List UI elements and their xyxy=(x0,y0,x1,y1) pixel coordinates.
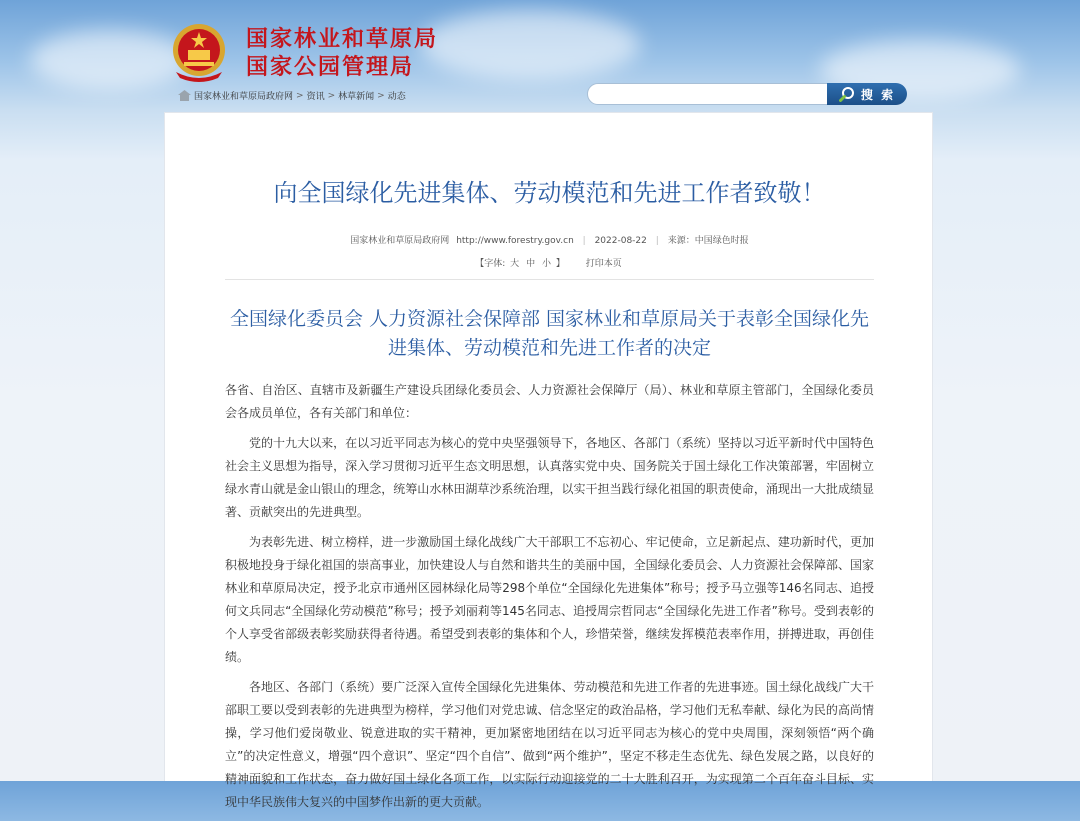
font-size-large-button[interactable]: 大 xyxy=(510,259,520,269)
breadcrumb-item-home[interactable]: 国家林业和草原局政府网 xyxy=(194,92,294,102)
brand-line-1: 国家林业和草原局 xyxy=(246,27,439,52)
paragraph: 为表彰先进、树立榜样，进一步激励国土绿化战线广大干部职工不忘初心、牢记使命，立足新起点、建功新时代，更加积极地投身于绿化祖国的崇高事业，加快建设人与自然和谐共生的美丽中国，全国绿化委员会、人力资源社会保障部、国家林业和草原局决定，授予北京市通州区园林绿化局等298个单位“全国绿化先进集体”称号；授予马立强等146名同志、追授何文兵同志“全国绿化劳动模范”称号；授予刘丽莉等145名同志、追授周宗哲同志“全国绿化先进工作者”称号。受到表彰的个人享受省部级表彰奖励获得者待遇。希望受到表彰的集体和个人，珍惜荣誉，继续发挥模范表率作用，拼搏进取，再创佳绩。 xyxy=(225,535,874,664)
article-title: 向全国绿化先进集体、劳动模范和先进工作者致敬！ xyxy=(273,179,826,207)
article-date: 2022-08-22 xyxy=(594,236,647,246)
breadcrumb xyxy=(178,89,406,102)
article-body xyxy=(225,379,874,821)
article-subtitle: 全国绿化委员会 人力资源社会保障部 国家林业和草原局关于表彰全国绿化先进集体、劳动模范和先进工作者的决定 xyxy=(229,308,870,359)
article-tools xyxy=(165,256,934,269)
brand-line-2: 国家公园管理局 xyxy=(246,55,415,80)
article-origin: 来源：中国绿色时报 xyxy=(667,236,749,246)
article-url[interactable]: http://www.forestry.gov.cn xyxy=(456,236,574,246)
font-size-suffix: 】 xyxy=(555,259,565,269)
font-size-small-button[interactable]: 小 xyxy=(541,259,551,269)
breadcrumb-separator: > xyxy=(296,90,304,101)
breadcrumb-separator: > xyxy=(377,90,385,101)
search-button-label: 搜 索 xyxy=(860,87,896,102)
search-input[interactable] xyxy=(587,83,857,105)
article-source: 国家林业和草原局政府网 xyxy=(350,236,450,246)
article-panel xyxy=(164,112,933,809)
home-icon[interactable] xyxy=(178,90,191,101)
font-size-prefix: 【字体: xyxy=(475,259,506,269)
breadcrumb-separator: > xyxy=(327,90,336,101)
search-button[interactable] xyxy=(827,83,907,105)
site-brand[interactable] xyxy=(246,26,438,82)
divider xyxy=(225,279,874,280)
paragraph: 各地区、各部门（系统）要广泛深入宣传全国绿化先进集体、劳动模范和先进工作者的先进事迹。国土绿化战线广大干部职工要以受到表彰的先进典型为榜样，学习他们对党忠诚、信念坚定的政治品格，学习他们无私奉献、绿化为民的高尚情操，学习他们爱岗敬业、锐意进取的实干精神，更加紧密地团结在以习近平同志为核心的党中央周围，深刻领悟“两个确立”的决定性意义，增强“四个意识”、坚定“四个自信”、做到“两个维护”，坚定不移走生态优先、绿色发展之路，以良好的精神面貌和工作状态，奋力做好国土绿化各项工作，以实际行动迎接党的二十大胜利召开，为实现第二个百年奋斗目标、实现中华民族伟大复兴的中国梦作出新的更大贡献。 xyxy=(225,680,874,809)
search-icon xyxy=(839,86,855,102)
site-header xyxy=(0,0,1080,112)
paragraph: 党的十九大以来，在以习近平同志为核心的党中央坚强领导下，各地区、各部门（系统）坚持以习近平新时代中国特色社会主义思想为指导，深入学习贯彻习近平生态文明思想，认真落实党中央、国务院关于国土绿化工作决策部署，牢固树立绿水青山就是金山银山的理念，统筹山水林田湖草沙系统治理，以实干担当践行绿化祖国的职责使命，涌现出一大批成绩显著、贡献突出的先进典型。 xyxy=(225,436,874,519)
print-page-link[interactable]: 打印本页 xyxy=(585,259,622,269)
search-bar xyxy=(587,83,907,105)
font-size-medium-button[interactable]: 中 xyxy=(526,259,536,269)
national-emblem-icon xyxy=(170,22,228,82)
breadcrumb-item-updates[interactable]: 动态 xyxy=(387,92,406,102)
breadcrumb-item-forestry-news[interactable]: 林草新闻 xyxy=(338,92,375,102)
paragraph-salutation: 各省、自治区、直辖市及新疆生产建设兵团绿化委员会、人力资源社会保障厅（局）、林业和草原主管部门，全国绿化委员会各成员单位，各有关部门和单位： xyxy=(225,383,874,420)
article-meta: 国家林业和草原局政府网 http://www.forestry.gov.cn | 2022-08-22 | 来源：中国绿色时报 xyxy=(350,236,749,246)
breadcrumb-item-news[interactable]: 资讯 xyxy=(306,92,325,102)
